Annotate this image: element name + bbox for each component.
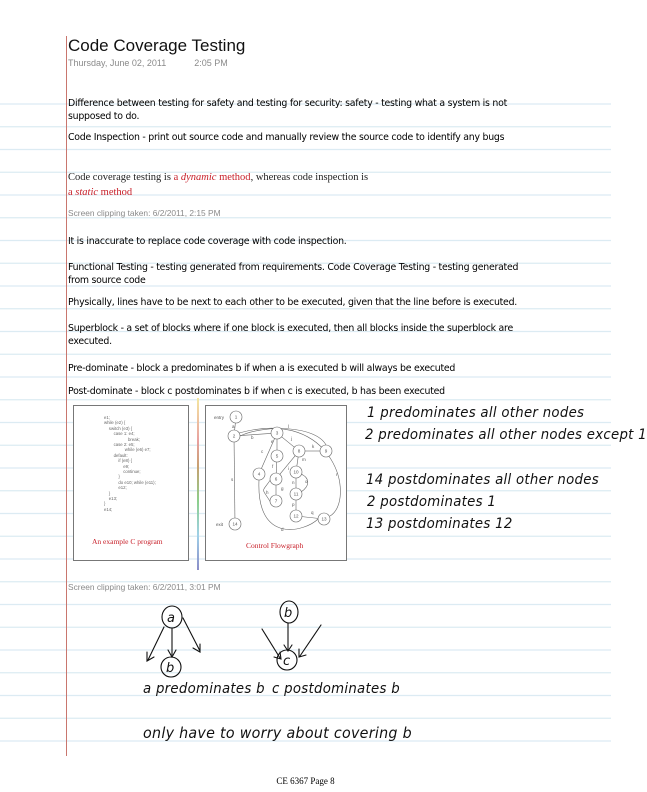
node-b-label: b — [166, 661, 175, 676]
program-code-line: if (e8) { — [118, 458, 133, 464]
note-line: Code Inspection - print out source code and manually review the source code to identify any bugs — [68, 132, 505, 143]
flowgraph-node-label: 1 — [234, 414, 238, 420]
flowgraph-edge-label: q — [311, 510, 314, 515]
page-time: 2:05 PM — [194, 58, 228, 68]
clip-text: dynamic — [180, 172, 217, 183]
edge-a-right — [183, 618, 200, 651]
flowgraph-node-label: 14 — [232, 521, 238, 527]
flowgraph-edge-label: g — [281, 486, 284, 491]
clip-text: a — [173, 172, 181, 183]
node-b-label: b — [284, 606, 293, 621]
note-line: Pre-dominate - block a predominates b if when a is executed b will always be executed — [68, 363, 456, 374]
flowgraph-edge-label: i — [288, 466, 289, 471]
program-code-line: default: — [113, 452, 128, 458]
sketch-label-left: a predominates b — [143, 681, 265, 697]
clip-text: a — [68, 187, 76, 198]
program-caption: An example C program — [92, 537, 163, 546]
flowgraph-exit-label: exit — [216, 522, 224, 527]
flowgraph-edge-label: c — [261, 449, 264, 454]
program-code-line: e13; — [108, 496, 118, 501]
edge-left-c — [262, 629, 280, 658]
handwritten-note: 2 predominates all other nodes except 1 — [365, 427, 647, 443]
flowgraph-edge-label: d — [281, 527, 284, 532]
flowgraph-edge-label: f — [272, 464, 274, 469]
flowgraph-node-label: 12 — [293, 513, 299, 519]
program-code-line: e12; — [118, 485, 127, 491]
handwritten-note: 1 predominates all other nodes — [367, 405, 585, 421]
note-line: executed. — [68, 336, 112, 347]
program-code-line: case 2: e5; — [113, 442, 135, 447]
flowgraph-edge-label: k — [312, 444, 315, 449]
page-date: Thursday, June 02, 2011 — [68, 58, 167, 68]
program-code-line: } — [118, 474, 120, 480]
flowgraph-edge-label: h — [266, 490, 269, 495]
handwritten-note: 13 postdominates 12 — [366, 516, 513, 532]
note-line: supposed to do. — [68, 111, 140, 122]
program-code-line: } — [104, 501, 106, 507]
flowgraph-edge-label: l — [288, 424, 289, 429]
clip-text: , whereas code inspection is — [250, 172, 369, 183]
program-code-line: e1; — [104, 415, 110, 420]
flowgraph-edge-label: r — [336, 472, 338, 477]
note-line: Functional Testing - testing generated from requirements. Code Coverage Testing - testing generated — [68, 262, 519, 273]
flowgraph-node-label: 13 — [321, 516, 327, 522]
clip-text: method — [98, 187, 133, 198]
node-c-label: c — [283, 654, 291, 669]
flowgraph-edge-label: s — [231, 477, 234, 482]
flowgraph-edge-label: o — [305, 479, 308, 484]
sketch-label-right: c postdominates b — [272, 681, 400, 697]
handwritten-note: 2 postdominates 1 — [367, 494, 497, 510]
program-code-line: continue; — [123, 469, 141, 474]
flowgraph-edge-label: m — [302, 457, 306, 462]
clip-text: method — [216, 172, 251, 183]
clip-text: Code coverage testing is — [68, 172, 174, 183]
program-code-line: while (e6) e7; — [124, 447, 151, 453]
program-code-line: e9; — [123, 463, 130, 469]
program-code-line: break; — [128, 436, 140, 442]
flowgraph-node-label: 6 — [274, 476, 278, 482]
flowgraph-edge-label: e — [271, 439, 274, 444]
node-a-label: a — [167, 611, 175, 626]
note-line: from source code — [68, 275, 146, 286]
flowgraph-edge-label: a — [232, 424, 235, 429]
clip-text: static — [75, 187, 99, 198]
edge-a-left — [148, 627, 164, 660]
clipping-caption-2: Screen clipping taken: 6/2/2011, 3:01 PM — [68, 582, 221, 592]
note-line: Post-dominate - block c postdominates b if when c is executed, b has been executed — [68, 386, 445, 397]
program-code-line: case 1: e4; — [113, 431, 135, 437]
flowgraph-node-label: 5 — [275, 453, 279, 459]
flowgraph-edge-label: j — [291, 436, 292, 441]
program-code-line: } — [108, 490, 111, 496]
note-line: Superblock - a set of blocks where if one block is executed, then all blocks inside the superblock are — [68, 323, 513, 334]
handwritten-note: 14 postdominates all other nodes — [366, 472, 599, 488]
sketch-conclusion: only have to worry about covering b — [143, 724, 412, 742]
note-line: It is inaccurate to replace code coverage with code inspection. — [68, 236, 347, 247]
flowgraph-node-label: 8 — [297, 448, 301, 454]
clipping-caption-1: Screen clipping taken: 6/2/2011, 2:15 PM — [68, 208, 221, 218]
program-code-line: e14; — [104, 506, 113, 512]
edge-right-c — [300, 625, 321, 656]
note-line: Physically, lines have to be next to each other to be executed, given that the line before is executed. — [68, 297, 518, 308]
flowgraph-edge-label: n — [292, 480, 295, 485]
page-footer: CE 6367 Page 8 — [276, 776, 335, 786]
program-code-line: switch (e3) { — [108, 425, 133, 431]
note-line: Difference between testing for safety and testing for security: safety - testing what a system is not — [68, 98, 508, 109]
flowgraph-edge-label: b — [251, 435, 254, 440]
flowgraph-entry-label: entry — [214, 415, 225, 420]
flowgraph-node-label: 4 — [257, 471, 261, 477]
program-code-line: while (e2) { — [104, 420, 126, 426]
flowgraph-edge-label: p — [292, 502, 295, 507]
flowgraph-caption: Control Flowgraph — [246, 541, 304, 550]
flowgraph-node-label: 3 — [275, 430, 279, 436]
flowgraph-node-label: 9 — [324, 448, 328, 454]
flowgraph-node-label: 11 — [293, 491, 299, 497]
page-title: Code Coverage Testing — [68, 36, 246, 55]
flowgraph-node-label: 7 — [274, 498, 278, 504]
flowgraph-node-label: 10 — [293, 469, 299, 475]
program-code-line: do e10; while (e11); — [118, 479, 156, 485]
flowgraph-node-label: 2 — [232, 433, 236, 439]
